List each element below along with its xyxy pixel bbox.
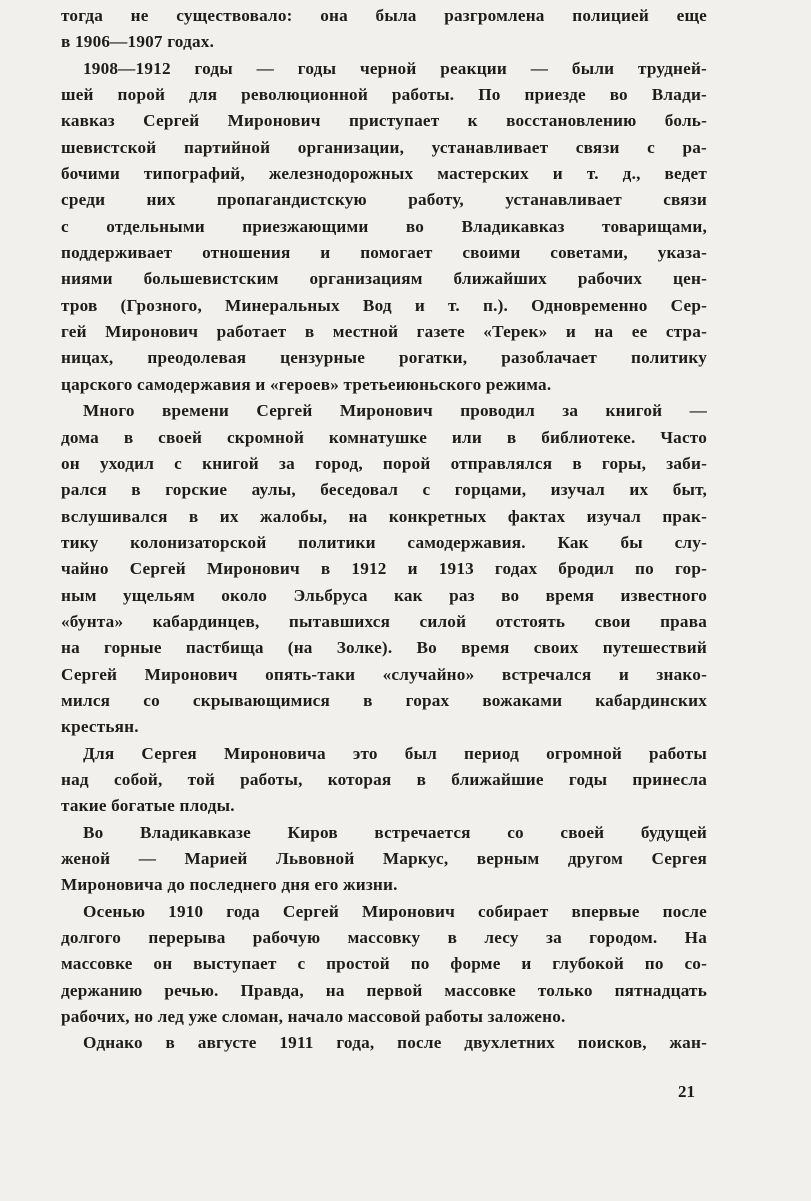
text-line: Осенью 1910 года Сергей Миронович собирает впервые после	[83, 901, 707, 921]
paragraph	[61, 56, 707, 398]
text-line: Однако в августе 1911 года, после двухлетних поисков, жан-	[83, 1033, 707, 1053]
text-line: такие богатые плоды.	[61, 796, 235, 816]
text-line: гей Миронович работает в местной газете «Терек» и на ее стра-	[61, 322, 707, 342]
text-line: тику колонизаторской политики самодержавия. Как бы слу-	[61, 532, 707, 552]
text-line: в 1906—1907 годах.	[61, 32, 215, 52]
text-line: шевистской партийной организации, устанавливает связи с ра-	[61, 137, 707, 157]
text-line: крестьян.	[61, 717, 139, 737]
text-line: Во Владикавказе Киров встречается со своей будущей	[83, 822, 707, 842]
paragraph	[61, 398, 707, 740]
text-line: на горные пастбища (на Золке). Во время своих путешествий	[61, 638, 707, 658]
text-line: Мироновича до последнего дня его жизни.	[61, 875, 398, 895]
text-line: Много времени Сергей Миронович проводил за книгой —	[83, 401, 707, 421]
text-line: тогда не существовало: она была разгромлена полицией еще	[61, 6, 707, 25]
text-line: ным ущельям около Эльбруса как раз во время известного	[61, 585, 707, 605]
text-line: он уходил с книгой за город, порой отправлялся в горы, заби-	[61, 453, 707, 473]
paragraph	[61, 1030, 707, 1056]
text-line: шей порой для революционной работы. По приезде во Влади-	[61, 85, 707, 105]
text-line: дома в своей скромной комнатушке или в библиотеке. Часто	[61, 427, 707, 447]
text-line: Для Сергея Мироновича это был период огромной работы	[83, 743, 707, 763]
text-line: над собой, той работы, которая в ближайшие годы принесла	[61, 769, 707, 789]
text-line: ницах, преодолевая цензурные рогатки, разоблачает политику	[61, 348, 707, 368]
text-line: поддерживает отношения и помогает своими советами, указа-	[61, 243, 707, 263]
text-line: держанию речью. Правда, на первой массовке только пятнадцать	[61, 980, 707, 1000]
text-line: бочими типографий, железнодорожных мастерских и т. д., ведет	[61, 164, 707, 184]
text-line: тров (Грозного, Минеральных Вод и т. п.). Одновременно Сер-	[61, 295, 707, 315]
page-number: 21	[678, 1082, 695, 1101]
text-line: кавказ Сергей Миронович приступает к восстановлению боль-	[61, 111, 707, 131]
paragraph	[61, 741, 707, 820]
text-line: Сергей Миронович опять-таки «случайно» встречался и знако-	[61, 664, 707, 684]
paragraph	[61, 899, 707, 1031]
page-body-text	[61, 3, 707, 1057]
text-line: 1908—1912 годы — годы черной реакции — были трудней-	[83, 58, 707, 78]
text-line: среди них пропагандистскую работу, устанавливает связи	[61, 190, 707, 210]
text-line: ниями большевистским организациям ближайших рабочих цен-	[61, 269, 707, 289]
text-line: чайно Сергей Миронович в 1912 и 1913 годах бродил по гор-	[61, 559, 707, 579]
text-line: рабочих, но лед уже сломан, начало массовой работы заложено.	[61, 1007, 566, 1027]
paragraph	[61, 820, 707, 899]
text-line: «бунта» кабардинцев, пытавшихся силой отстоять свои права	[61, 611, 707, 631]
text-line: вслушивался в их жалобы, на конкретных фактах изучал прак-	[61, 506, 707, 526]
text-line: мился со скрывающимися в горах вожаками кабардинских	[61, 690, 707, 710]
text-line: с отдельными приезжающими во Владикавказ товарищами,	[61, 216, 707, 236]
text-line: долгого перерыва рабочую массовку в лесу за городом. На	[61, 928, 707, 948]
text-line: царского самодержавия и «героев» третьеиюньского режима.	[61, 374, 552, 394]
text-line: женой — Марией Львовной Маркус, верным другом Сергея	[61, 849, 707, 868]
paragraph	[61, 3, 707, 56]
text-line: массовке он выступает с простой по форме и глубокой по со-	[61, 954, 707, 974]
text-line: рался в горские аулы, беседовал с горцами, изучал их быт,	[61, 480, 707, 500]
